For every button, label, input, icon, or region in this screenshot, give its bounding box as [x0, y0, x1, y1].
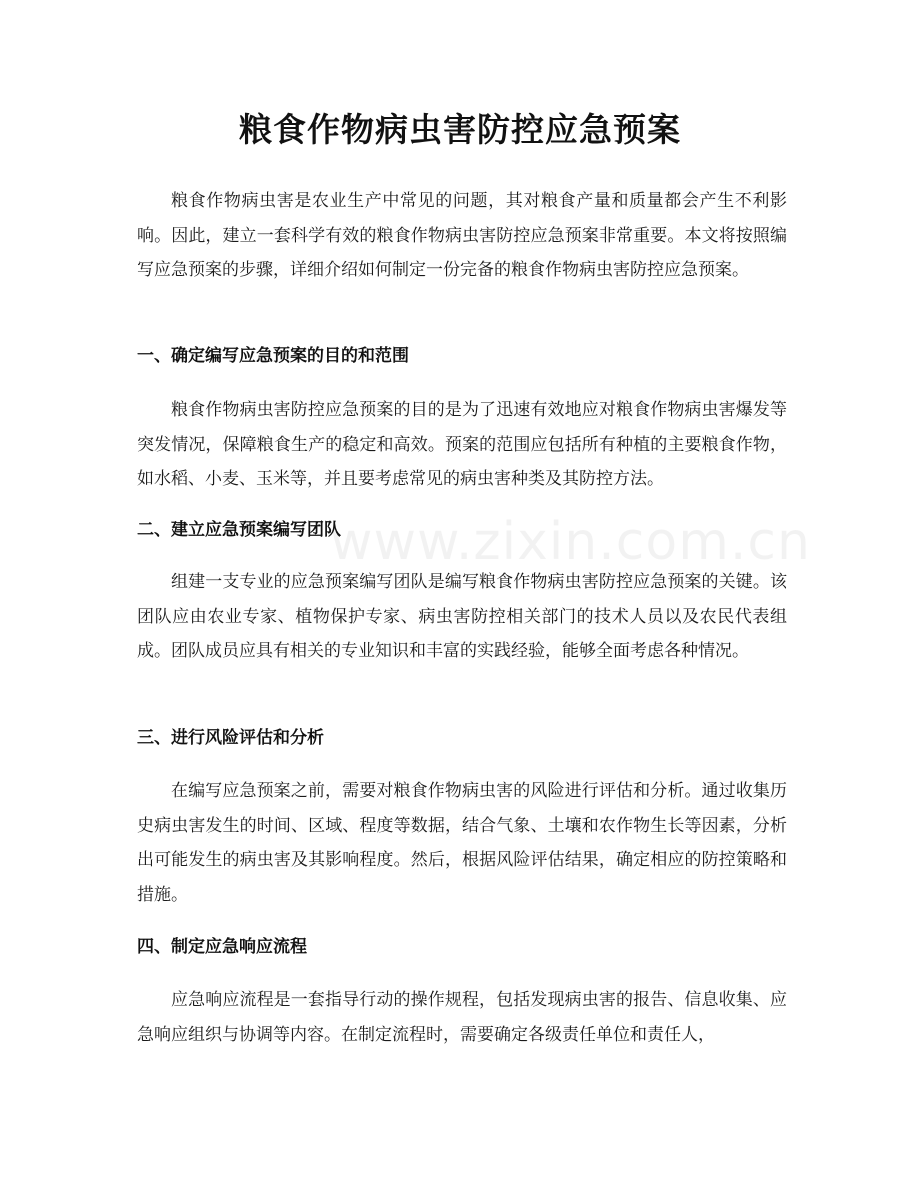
section-3-paragraph: 在编写应急预案之前，需要对粮食作物病虫害的风险进行评估和分析。通过收集历史病虫害发生的时间、区域、程度等数据，结合气象、土壤和农作物生长等因素，分析出可能发生的病虫害及其影响程度。然后，根据风险评估结果，确定相应的防控策略和措施。	[137, 781, 787, 905]
section-1-heading: 一、确定编写应急预案的目的和范围	[137, 346, 409, 366]
section-4-paragraph: 应急响应流程是一套指导行动的操作规程，包括发现病虫害的报告、信息收集、应急响应组织与协调等内容。在制定流程时，需要确定各级责任单位和责任人，	[137, 990, 787, 1045]
document-title: 粮食作物病虫害防控应急预案	[239, 110, 681, 149]
section-3-heading: 三、进行风险评估和分析	[137, 728, 324, 748]
section-1-paragraph: 粮食作物病虫害防控应急预案的目的是为了迅速有效地应对粮食作物病虫害爆发等突发情况，保障粮食生产的稳定和高效。预案的范围应包括所有种植的主要粮食作物，如水稻、小麦、玉米等，并且要考虑常见的病虫害种类及其防控方法。	[137, 400, 787, 489]
section-2-heading: 二、建立应急预案编写团队	[137, 520, 341, 540]
watermark: www.zixin.com.cn	[330, 512, 811, 572]
intro-paragraph: 粮食作物病虫害是农业生产中常见的问题，其对粮食产量和质量都会产生不利影响。因此，建立一套科学有效的粮食作物病虫害防控应急预案非常重要。本文将按照编写应急预案的步骤，详细介绍如何制定一份完备的粮食作物病虫害防控应急预案。	[137, 191, 787, 280]
section-2-paragraph: 组建一支专业的应急预案编写团队是编写粮食作物病虫害防控应急预案的关键。该团队应由农业专家、植物保护专家、病虫害防控相关部门的技术人员以及农民代表组成。团队成员应具有相关的专业知识和丰富的实践经验，能够全面考虑各种情况。	[137, 572, 787, 661]
section-4-heading: 四、制定应急响应流程	[137, 937, 307, 957]
